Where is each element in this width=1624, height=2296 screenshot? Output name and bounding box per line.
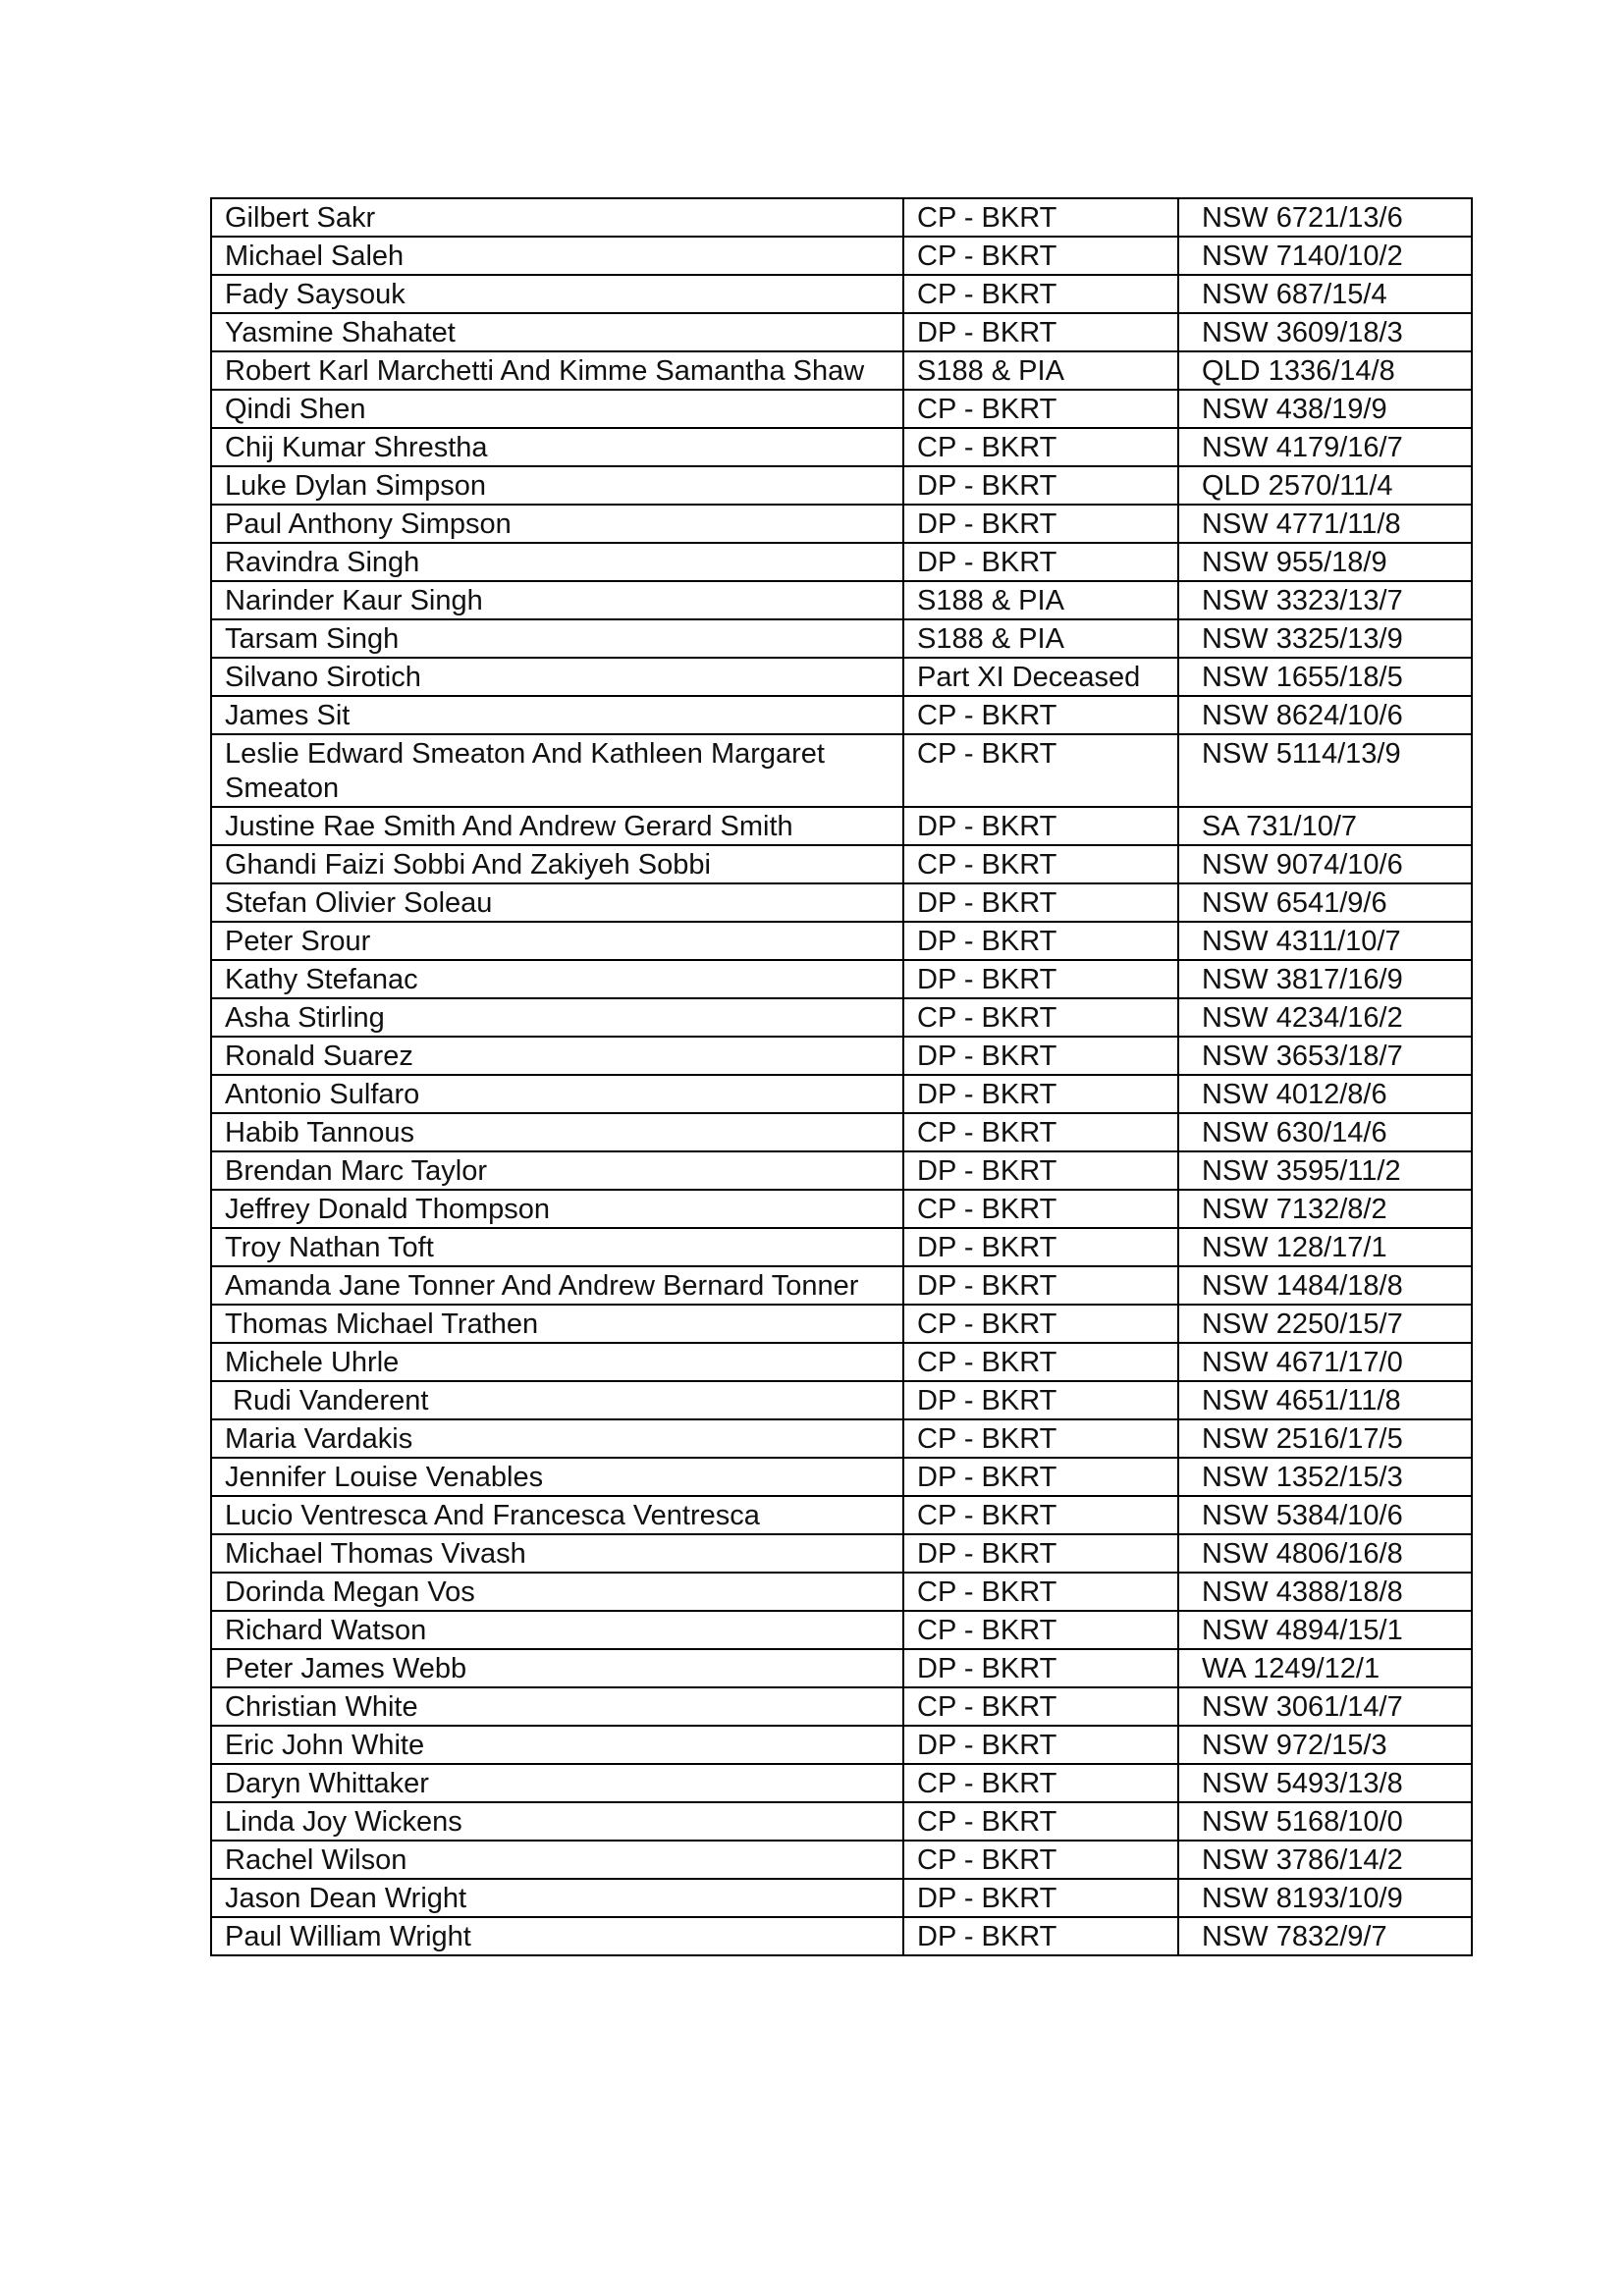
reference-number-cell: NSW 4651/11/8	[1178, 1381, 1472, 1419]
administration-type-cell: CP - BKRT	[903, 1496, 1178, 1534]
reference-number-cell: NSW 438/19/9	[1178, 390, 1472, 428]
reference-number-cell: QLD 2570/11/4	[1178, 466, 1472, 505]
reference-number-cell: NSW 3595/11/2	[1178, 1151, 1472, 1190]
reference-number-cell: NSW 4311/10/7	[1178, 922, 1472, 960]
reference-number-cell: NSW 687/15/4	[1178, 275, 1472, 313]
table-body	[211, 198, 1472, 1955]
estate-name-cell: Chij Kumar Shrestha	[211, 428, 903, 466]
table-row	[211, 1802, 1472, 1841]
estate-name-cell: Asha Stirling	[211, 998, 903, 1037]
administration-type-cell: DP - BKRT	[903, 960, 1178, 998]
estate-name-cell: Paul William Wright	[211, 1917, 903, 1955]
estate-name-cell: Thomas Michael Trathen	[211, 1305, 903, 1343]
estate-name-cell: Ronald Suarez	[211, 1037, 903, 1075]
table-row	[211, 1228, 1472, 1266]
estate-name-cell: Leslie Edward Smeaton And Kathleen Margaret Smeaton	[211, 734, 903, 807]
table-row	[211, 1075, 1472, 1113]
estate-name-cell: Fady Saysouk	[211, 275, 903, 313]
table-row	[211, 543, 1472, 581]
reference-number-cell: NSW 1655/18/5	[1178, 658, 1472, 696]
reference-number-cell: NSW 6541/9/6	[1178, 883, 1472, 922]
administration-type-cell: DP - BKRT	[903, 543, 1178, 581]
administration-type-cell: CP - BKRT	[903, 1113, 1178, 1151]
estate-name-cell: Eric John White	[211, 1726, 903, 1764]
reference-number-cell: NSW 3786/14/2	[1178, 1841, 1472, 1879]
administration-type-cell: DP - BKRT	[903, 313, 1178, 351]
estate-name-cell: Rudi Vanderent	[211, 1381, 903, 1419]
administration-type-cell: DP - BKRT	[903, 1037, 1178, 1075]
reference-number-cell: NSW 2250/15/7	[1178, 1305, 1472, 1343]
estate-name-cell: Richard Watson	[211, 1611, 903, 1649]
reference-number-cell: NSW 4806/16/8	[1178, 1534, 1472, 1573]
table-row	[211, 998, 1472, 1037]
reference-number-cell: NSW 5168/10/0	[1178, 1802, 1472, 1841]
table-row	[211, 922, 1472, 960]
estate-name-cell: Amanda Jane Tonner And Andrew Bernard Tonner	[211, 1266, 903, 1305]
table-row	[211, 1343, 1472, 1381]
administration-type-cell: DP - BKRT	[903, 505, 1178, 543]
table-row	[211, 1841, 1472, 1879]
administration-type-cell: CP - BKRT	[903, 1611, 1178, 1649]
administration-type-cell: DP - BKRT	[903, 466, 1178, 505]
reference-number-cell: NSW 3817/16/9	[1178, 960, 1472, 998]
table-row	[211, 845, 1472, 883]
administration-type-cell: CP - BKRT	[903, 1190, 1178, 1228]
administration-type-cell: DP - BKRT	[903, 1228, 1178, 1266]
reference-number-cell: NSW 6721/13/6	[1178, 198, 1472, 237]
table-row	[211, 581, 1472, 619]
table-row	[211, 1113, 1472, 1151]
administration-type-cell: CP - BKRT	[903, 1305, 1178, 1343]
reference-number-cell: NSW 3653/18/7	[1178, 1037, 1472, 1075]
table-row	[211, 390, 1472, 428]
administration-type-cell: CP - BKRT	[903, 390, 1178, 428]
estate-name-cell: Maria Vardakis	[211, 1419, 903, 1458]
table-row	[211, 1726, 1472, 1764]
estate-name-cell: Peter Srour	[211, 922, 903, 960]
table-row	[211, 275, 1472, 313]
administration-type-cell: DP - BKRT	[903, 1917, 1178, 1955]
reference-number-cell: NSW 4894/15/1	[1178, 1611, 1472, 1649]
estate-name-cell: Habib Tannous	[211, 1113, 903, 1151]
estate-name-cell: Brendan Marc Taylor	[211, 1151, 903, 1190]
administration-type-cell: CP - BKRT	[903, 1343, 1178, 1381]
administration-type-cell: CP - BKRT	[903, 1841, 1178, 1879]
administration-type-cell: DP - BKRT	[903, 1458, 1178, 1496]
reference-number-cell: NSW 3323/13/7	[1178, 581, 1472, 619]
administration-type-cell: S188 & PIA	[903, 581, 1178, 619]
estate-name-cell: Silvano Sirotich	[211, 658, 903, 696]
estate-name-cell: Michael Thomas Vivash	[211, 1534, 903, 1573]
table-row	[211, 1037, 1472, 1075]
table-row	[211, 883, 1472, 922]
reference-number-cell: NSW 4771/11/8	[1178, 505, 1472, 543]
reference-number-cell: NSW 128/17/1	[1178, 1228, 1472, 1266]
estate-name-cell: Michele Uhrle	[211, 1343, 903, 1381]
administration-type-cell: CP - BKRT	[903, 1687, 1178, 1726]
administration-type-cell: CP - BKRT	[903, 428, 1178, 466]
estate-name-cell: Ghandi Faizi Sobbi And Zakiyeh Sobbi	[211, 845, 903, 883]
reference-number-cell: NSW 630/14/6	[1178, 1113, 1472, 1151]
estate-name-cell: Gilbert Sakr	[211, 198, 903, 237]
reference-number-cell: NSW 1484/18/8	[1178, 1266, 1472, 1305]
administration-type-cell: DP - BKRT	[903, 807, 1178, 845]
estate-name-cell: Jennifer Louise Venables	[211, 1458, 903, 1496]
administration-type-cell: CP - BKRT	[903, 1764, 1178, 1802]
table-row	[211, 1190, 1472, 1228]
reference-number-cell: NSW 3325/13/9	[1178, 619, 1472, 658]
reference-number-cell: NSW 7140/10/2	[1178, 237, 1472, 275]
reference-number-cell: WA 1249/12/1	[1178, 1649, 1472, 1687]
table-row	[211, 1266, 1472, 1305]
reference-number-cell: NSW 8624/10/6	[1178, 696, 1472, 734]
administration-type-cell: CP - BKRT	[903, 696, 1178, 734]
administration-type-cell: DP - BKRT	[903, 1879, 1178, 1917]
reference-number-cell: SA 731/10/7	[1178, 807, 1472, 845]
table-row	[211, 1496, 1472, 1534]
table-row	[211, 1305, 1472, 1343]
reference-number-cell: QLD 1336/14/8	[1178, 351, 1472, 390]
administration-type-cell: CP - BKRT	[903, 998, 1178, 1037]
estate-name-cell: Qindi Shen	[211, 390, 903, 428]
administration-type-cell: CP - BKRT	[903, 198, 1178, 237]
administration-type-cell: S188 & PIA	[903, 619, 1178, 658]
estate-name-cell: Daryn Whittaker	[211, 1764, 903, 1802]
table-row	[211, 696, 1472, 734]
estate-name-cell: Antonio Sulfaro	[211, 1075, 903, 1113]
table-row	[211, 1419, 1472, 1458]
reference-number-cell: NSW 7832/9/7	[1178, 1917, 1472, 1955]
reference-number-cell: NSW 1352/15/3	[1178, 1458, 1472, 1496]
reference-number-cell: NSW 7132/8/2	[1178, 1190, 1472, 1228]
administration-type-cell: CP - BKRT	[903, 275, 1178, 313]
reference-number-cell: NSW 4179/16/7	[1178, 428, 1472, 466]
estate-name-cell: James Sit	[211, 696, 903, 734]
estate-name-cell: Paul Anthony Simpson	[211, 505, 903, 543]
table-row	[211, 1458, 1472, 1496]
administration-type-cell: DP - BKRT	[903, 1534, 1178, 1573]
table-row	[211, 960, 1472, 998]
reference-number-cell: NSW 4012/8/6	[1178, 1075, 1472, 1113]
administration-type-cell: CP - BKRT	[903, 734, 1178, 807]
estate-name-cell: Linda Joy Wickens	[211, 1802, 903, 1841]
reference-number-cell: NSW 3061/14/7	[1178, 1687, 1472, 1726]
table-row	[211, 807, 1472, 845]
table-row	[211, 1879, 1472, 1917]
estate-name-cell: Lucio Ventresca And Francesca Ventresca	[211, 1496, 903, 1534]
estate-name-cell: Tarsam Singh	[211, 619, 903, 658]
administration-type-cell: Part XI Deceased	[903, 658, 1178, 696]
administration-type-cell: CP - BKRT	[903, 845, 1178, 883]
table-row	[211, 1611, 1472, 1649]
reference-number-cell: NSW 955/18/9	[1178, 543, 1472, 581]
estate-register-table	[210, 197, 1473, 1956]
table-row	[211, 1381, 1472, 1419]
estate-name-cell: Robert Karl Marchetti And Kimme Samantha Shaw	[211, 351, 903, 390]
administration-type-cell: DP - BKRT	[903, 1075, 1178, 1113]
estate-name-cell: Jeffrey Donald Thompson	[211, 1190, 903, 1228]
reference-number-cell: NSW 972/15/3	[1178, 1726, 1472, 1764]
administration-type-cell: CP - BKRT	[903, 237, 1178, 275]
table-row	[211, 466, 1472, 505]
administration-type-cell: S188 & PIA	[903, 351, 1178, 390]
administration-type-cell: DP - BKRT	[903, 1726, 1178, 1764]
reference-number-cell: NSW 4671/17/0	[1178, 1343, 1472, 1381]
estate-name-cell: Christian White	[211, 1687, 903, 1726]
reference-number-cell: NSW 4388/18/8	[1178, 1573, 1472, 1611]
administration-type-cell: CP - BKRT	[903, 1573, 1178, 1611]
table-row	[211, 505, 1472, 543]
estate-name-cell: Michael Saleh	[211, 237, 903, 275]
table-row	[211, 734, 1472, 807]
estate-name-cell: Yasmine Shahatet	[211, 313, 903, 351]
table-row	[211, 351, 1472, 390]
reference-number-cell: NSW 5384/10/6	[1178, 1496, 1472, 1534]
estate-name-cell: Kathy Stefanac	[211, 960, 903, 998]
administration-type-cell: DP - BKRT	[903, 922, 1178, 960]
reference-number-cell: NSW 9074/10/6	[1178, 845, 1472, 883]
table-row	[211, 1917, 1472, 1955]
estate-name-cell: Luke Dylan Simpson	[211, 466, 903, 505]
administration-type-cell: DP - BKRT	[903, 1266, 1178, 1305]
table-row	[211, 313, 1472, 351]
table-row	[211, 428, 1472, 466]
estate-name-cell: Jason Dean Wright	[211, 1879, 903, 1917]
estate-name-cell: Justine Rae Smith And Andrew Gerard Smith	[211, 807, 903, 845]
administration-type-cell: DP - BKRT	[903, 1151, 1178, 1190]
reference-number-cell: NSW 8193/10/9	[1178, 1879, 1472, 1917]
table-row	[211, 237, 1472, 275]
table-row	[211, 1534, 1472, 1573]
reference-number-cell: NSW 2516/17/5	[1178, 1419, 1472, 1458]
table-row	[211, 619, 1472, 658]
estate-name-cell: Dorinda Megan Vos	[211, 1573, 903, 1611]
table-row	[211, 1649, 1472, 1687]
estate-name-cell: Ravindra Singh	[211, 543, 903, 581]
table-row	[211, 1573, 1472, 1611]
reference-number-cell: NSW 3609/18/3	[1178, 313, 1472, 351]
table-row	[211, 198, 1472, 237]
reference-number-cell: NSW 5114/13/9	[1178, 734, 1472, 807]
table-row	[211, 658, 1472, 696]
administration-type-cell: CP - BKRT	[903, 1419, 1178, 1458]
reference-number-cell: NSW 4234/16/2	[1178, 998, 1472, 1037]
administration-type-cell: CP - BKRT	[903, 1802, 1178, 1841]
estate-name-cell: Stefan Olivier Soleau	[211, 883, 903, 922]
estate-name-cell: Narinder Kaur Singh	[211, 581, 903, 619]
administration-type-cell: DP - BKRT	[903, 1649, 1178, 1687]
estate-name-cell: Troy Nathan Toft	[211, 1228, 903, 1266]
estate-name-cell: Peter James Webb	[211, 1649, 903, 1687]
table-row	[211, 1151, 1472, 1190]
reference-number-cell: NSW 5493/13/8	[1178, 1764, 1472, 1802]
administration-type-cell: DP - BKRT	[903, 883, 1178, 922]
table-row	[211, 1687, 1472, 1726]
table-row	[211, 1764, 1472, 1802]
estate-name-cell: Rachel Wilson	[211, 1841, 903, 1879]
administration-type-cell: DP - BKRT	[903, 1381, 1178, 1419]
